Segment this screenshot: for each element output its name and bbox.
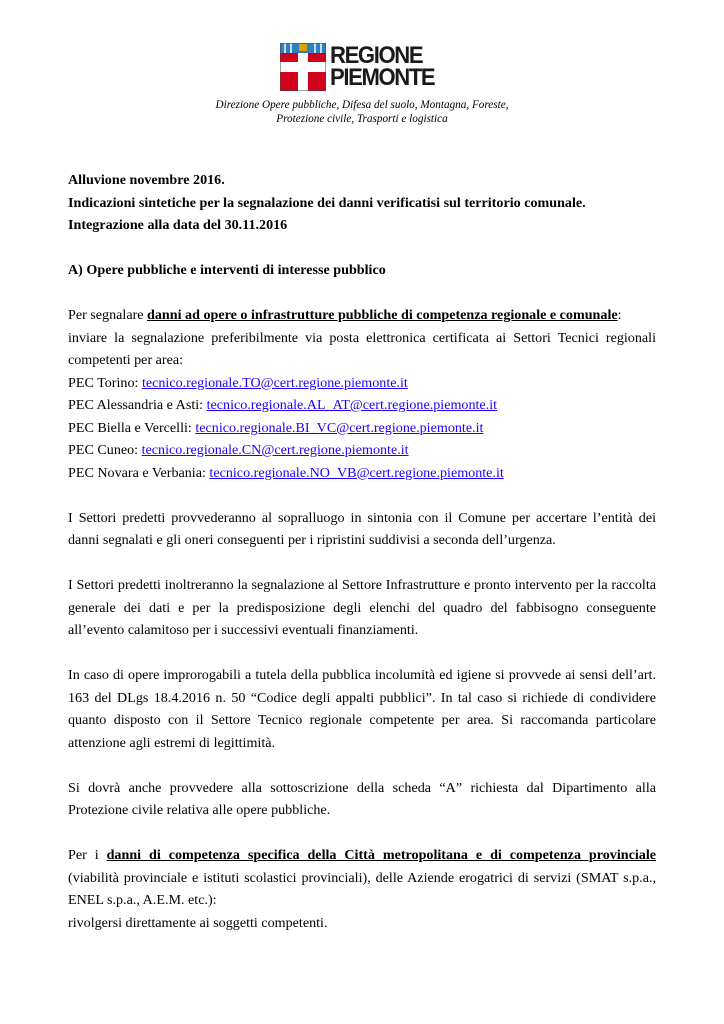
department-line-1: Direzione Opere pubbliche, Difesa del suolo, Montagna, Foreste, — [215, 99, 509, 111]
title-line-3: Integrazione alla data del 30.11.2016 — [68, 217, 288, 233]
pec-label: PEC Novara e Verbania: — [68, 464, 210, 481]
section-a-heading: A) Opere pubbliche e interventi di interesse pubblico — [68, 262, 386, 278]
paragraph-opere-improrogabili: In caso di opere improrogabili a tutela della pubblica incolumità ed igiene si provvede ai sensi dell’art. 163 del DLgs 18.4.2016 n. 50 “Codice degli appalti pubblici”. In tal caso si richiede di condividere quanto disposto con il Settore Tecnico regionale competente per area. Si raccomanda particolare attenzione agli estremi di legittimità. — [68, 667, 656, 751]
pec-label: PEC Alessandria e Asti: — [68, 397, 207, 413]
pec-email-link[interactable]: tecnico.regionale.TO@cert.regione.piemonte.it — [141, 374, 408, 391]
paragraph-scheda-a: Si dovrà anche provvedere alla sottoscrizione della scheda “A” richiesta dal Dipartimento alla Protezione civile relativa alle opere pubbliche. — [68, 779, 656, 818]
regione-piemonte-logo — [280, 43, 443, 91]
page-header — [0, 43, 724, 126]
pec-item-alessandria-asti — [68, 394, 656, 417]
intro-rest: inviare la segnalazione preferibilmente via posta elettronica certificata ai Settori Tecnici regionali competenti per area: — [68, 329, 656, 368]
para5-last: rivolgersi direttamente ai soggetti competenti. — [68, 914, 328, 931]
paragraph-inoltro: I Settori predetti inoltreranno la segnalazione al Settore Infrastrutture e pronto intervento per la raccolta generale dei dati e per la predisposizione degli elenchi del quadro del fabbisogno conseguente all’evento calamitoso per i successivi eventuali finanziamenti. — [68, 577, 656, 638]
paragraph-sopralluogo: I Settori predetti provvederanno al sopralluogo in sintonia con il Comune per accertare l’entità dei danni segnalati e gli oneri conseguenti per i ripristini suddivisi a seconda dell’urgenza. — [68, 509, 656, 548]
pec-email-link[interactable]: tecnico.regionale.AL_AT@cert.regione.piemonte.it — [206, 397, 498, 413]
pec-label: PEC Torino: — [68, 374, 142, 391]
para5-rest: (viabilità provinciale e istituti scolastici provinciali), delle Aziende erogatrici di servizi (SMAT s.p.a., ENEL s.p.a., A.E.M. etc.): — [68, 869, 656, 908]
pec-item-novara-verbania — [68, 462, 656, 485]
department-name — [0, 99, 724, 126]
pec-item-torino — [68, 372, 656, 395]
pec-list — [68, 372, 656, 485]
pec-email-link[interactable]: tecnico.regionale.CN@cert.regione.piemonte.it — [141, 442, 409, 458]
intro-prefix: Per segnalare — [68, 307, 148, 323]
para5-underlined: danni di competenza specifica della Città metropolitana e di competenza provinciale — [106, 847, 657, 863]
department-line-2: Protezione civile, Trasporti e logistica — [276, 112, 448, 125]
intro-suffix: : — [617, 307, 622, 323]
pec-label: PEC Cuneo: — [68, 442, 142, 458]
pec-item-biella-vercelli — [68, 417, 656, 440]
piemonte-crest-icon — [280, 43, 326, 91]
paragraph-competenza-provinciale — [68, 844, 656, 934]
pec-item-cuneo — [68, 439, 656, 462]
intro-underlined: danni ad opere o infrastrutture pubbliche di competenza regionale e comunale — [147, 307, 618, 323]
section-a-intro — [68, 304, 656, 372]
title-line-2: Indicazioni sintetiche per la segnalazione dei danni verificatisi sul territorio comunale. — [68, 194, 586, 211]
document-title — [68, 169, 656, 237]
document-body — [68, 169, 656, 934]
title-line-1: Alluvione novembre 2016. — [68, 172, 225, 188]
logo-line-2: PIEMONTE — [330, 64, 435, 91]
para5-prefix: Per i — [68, 847, 107, 863]
pec-email-link[interactable]: tecnico.regionale.NO_VB@cert.regione.piemonte.it — [209, 464, 504, 481]
logo-line-1: REGIONE — [330, 42, 423, 69]
pec-label: PEC Biella e Vercelli: — [68, 419, 196, 436]
pec-email-link[interactable]: tecnico.regionale.BI_VC@cert.regione.piemonte.it — [195, 419, 484, 436]
